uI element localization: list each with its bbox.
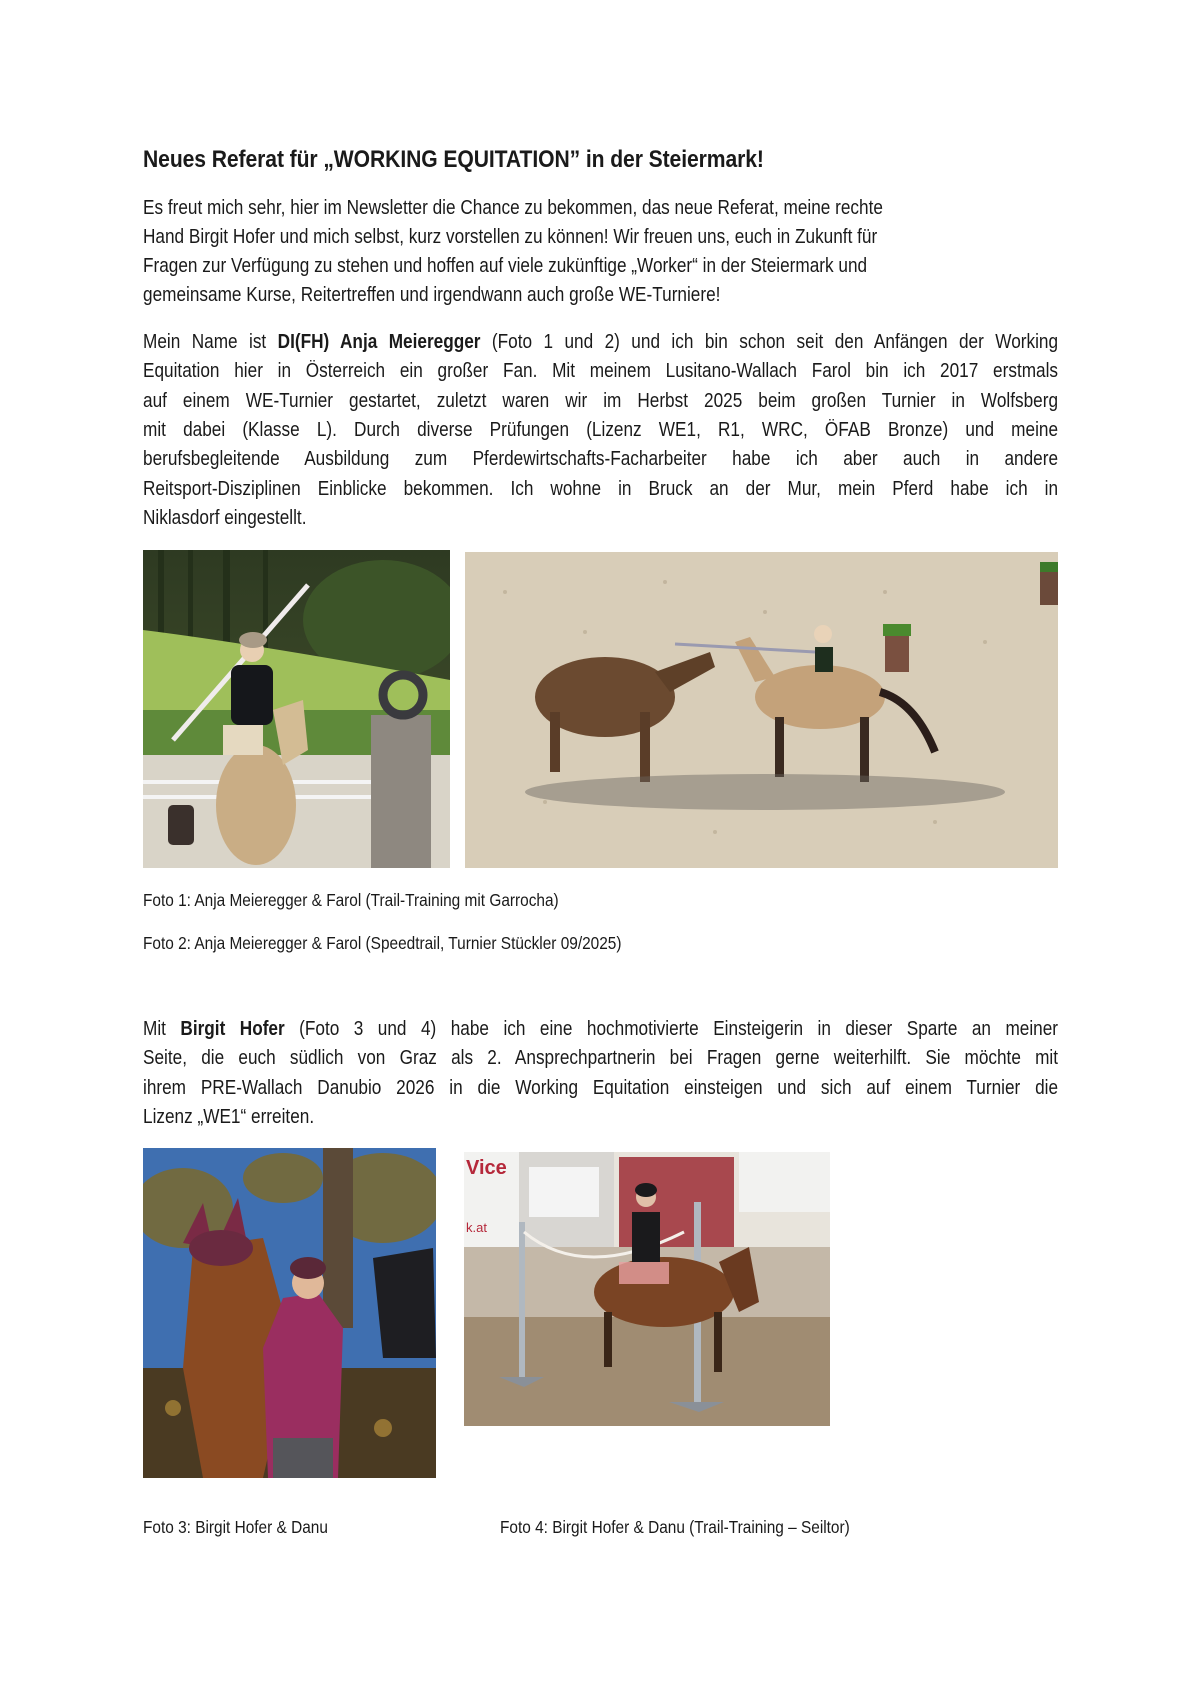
article-title: Neues Referat für „WORKING EQUITATION” in der Steiermark!	[143, 146, 764, 173]
photo-4-image	[464, 1152, 830, 1426]
intro-line: Hand Birgit Hofer und mich selbst, kurz vorstellen zu können! Wir freuen uns, euch in Zukunft für	[143, 226, 878, 248]
caption-foto-3: Foto 3: Birgit Hofer & Danu	[143, 1517, 328, 1537]
birgit-line-prefix: Mit	[143, 1018, 181, 1040]
birgit-line-suffix: (Foto 3 und 4) habe ich eine hochmotivierte Einsteigerin in dieser Sparte an meiner	[284, 1018, 1059, 1040]
photo-1-image	[143, 550, 450, 868]
photo-4-birgit-seiltor	[464, 1152, 830, 1426]
intro-line: gemeinsame Kurse, Reitertreffen und irgendwann auch große WE-Turniere!	[143, 284, 721, 306]
birgit-line	[143, 1015, 1058, 1044]
caption-foto-4: Foto 4: Birgit Hofer & Danu (Trail-Training – Seiltor)	[500, 1517, 850, 1537]
birgit-line: ihrem PRE-Wallach Danubio 2026 in die Working Equitation einsteigen und sich auf einem Turnier die	[143, 1076, 1059, 1099]
birgit-name: Birgit Hofer	[180, 1018, 285, 1040]
sign-text-2: k.at	[466, 1220, 487, 1235]
photo-1-anja-garrocha	[143, 550, 450, 868]
anja-line	[143, 328, 1058, 357]
anja-line-prefix: Mein Name ist	[143, 331, 278, 353]
anja-line: Reitsport-Disziplinen Einblicke bekommen. Ich wohne in Bruck an der Mur, mein Pferd habe ich in	[143, 477, 1059, 500]
birgit-line: Lizenz „WE1“ erreiten.	[143, 1105, 315, 1128]
photo-2-anja-speedtrail	[465, 552, 1058, 868]
photo-2-image	[465, 552, 1058, 868]
photo-3-birgit-danu	[143, 1148, 436, 1478]
anja-line: berufsbegleitende Ausbildung zum Pferdewirtschafts-Facharbeiter habe ich aber auch in andere	[143, 448, 1059, 471]
caption-foto-2: Foto 2: Anja Meieregger & Farol (Speedtrail, Turnier Stückler 09/2025)	[143, 933, 622, 953]
anja-name: DI(FH) Anja Meieregger	[277, 331, 481, 353]
anja-line: Equitation hier in Österreich ein großer Fan. Mit meinem Lusitano-Wallach Farol bin ich 2017 erstmals	[143, 360, 1059, 383]
anja-line-suffix: (Foto 1 und 2) und ich bin schon seit den Anfängen der Working	[480, 331, 1059, 353]
anja-line: mit dabei (Klasse L). Durch diverse Prüfungen (Lizenz WE1, R1, WRC, ÖFAB Bronze) und meine	[143, 418, 1059, 441]
caption-foto-1: Foto 1: Anja Meieregger & Farol (Trail-Training mit Garrocha)	[143, 890, 559, 910]
intro-line: Es freut mich sehr, hier im Newsletter die Chance zu bekommen, das neue Referat, meine rechte	[143, 197, 883, 219]
anja-line: Niklasdorf eingestellt.	[143, 506, 307, 529]
sign-text: Vice	[466, 1157, 507, 1179]
intro-line: Fragen zur Verfügung zu stehen und hoffen auf viele zukünftige „Worker“ in der Steiermark und	[143, 255, 868, 277]
photo-3-image	[143, 1148, 436, 1478]
birgit-line: Seite, die euch südlich von Graz als 2. Ansprechpartnerin bei Fragen gerne weiterhilft. Sie möchte mit	[143, 1047, 1059, 1070]
anja-line: auf einem WE-Turnier gestartet, zuletzt waren wir im Herbst 2025 beim großen Turnier in Wolfsberg	[143, 389, 1059, 412]
